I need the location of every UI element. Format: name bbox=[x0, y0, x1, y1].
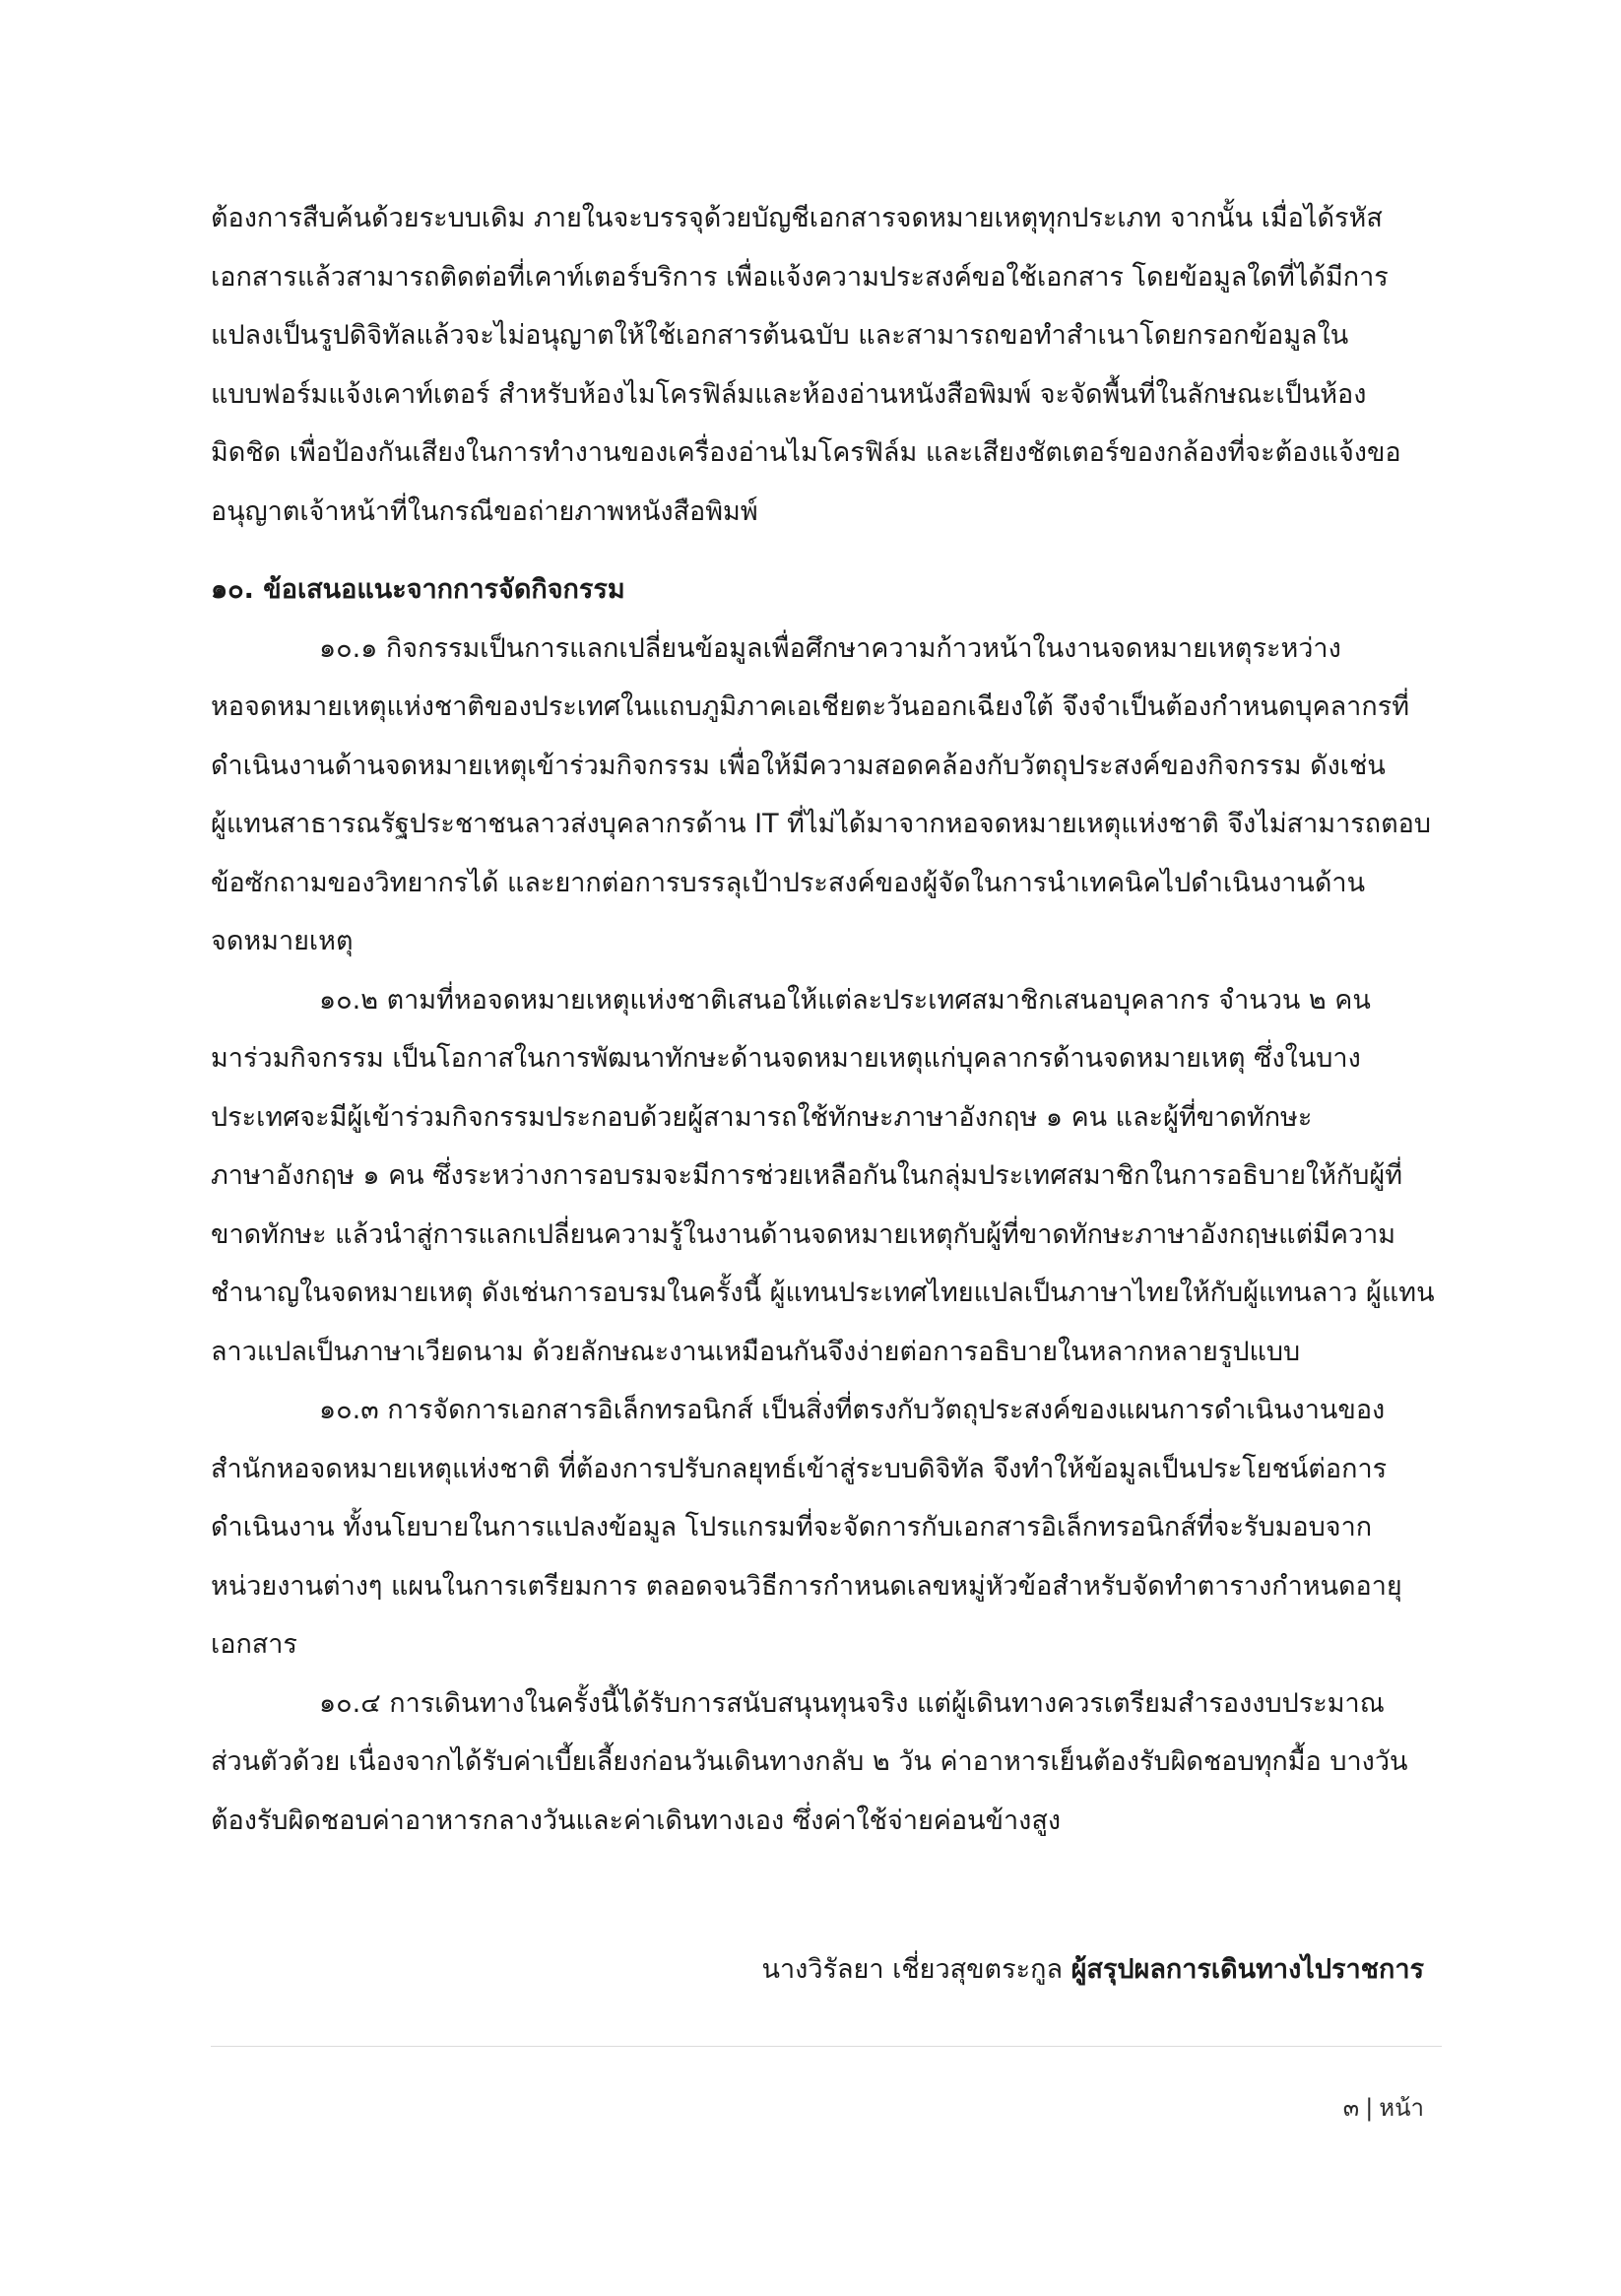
text-line: อนุญาตเจ้าหน้าที่ในกรณีขอถ่ายภาพหนังสือพิมพ์ bbox=[211, 495, 758, 527]
text-line: หน่วยงานต่างๆ แผนในการเตรียมการ ตลอดจนวิธีการกำหนดเลขหมู่หัวข้อสำหรับจัดทำตารางกำหนดอายุ bbox=[211, 1570, 1402, 1602]
text-line: ต้องรับผิดชอบค่าอาหารกลางวันและค่าเดินทางเอง ซึ่งค่าใช้จ่ายค่อนข้างสูง bbox=[211, 1804, 1062, 1836]
text-line: ต้องการสืบค้นด้วยระบบเดิม ภายในจะบรรจุด้วยบัญชีเอกสารจดหมายเหตุทุกประเภท จากนั้น เมื่อได้รหัส bbox=[211, 203, 1383, 233]
text-line: มาร่วมกิจกรรม เป็นโอกาสในการพัฒนาทักษะด้านจดหมายเหตุแก่บุคลากรด้านจดหมายเหตุ ซึ่งในบาง bbox=[211, 1043, 1361, 1074]
section-heading: ๑๐. ข้อเสนอแนะจากการจัดกิจกรรม bbox=[211, 574, 625, 605]
text-line: จดหมายเหตุ bbox=[211, 926, 354, 956]
text-line: ดำเนินงาน ทั้งนโยบายในการแปลงข้อมูล โปรแกรมที่จะจัดการกับเอกสารอิเล็กทรอนิกส์ที่จะรับมอบจาก bbox=[211, 1512, 1373, 1542]
text-line: ๑๐.๔ การเดินทางในครั้งนี้ได้รับการสนับสนุนทุนจริง แต่ผู้เดินทางควรเตรียมสำรองงบประมาณ bbox=[319, 1687, 1385, 1719]
page-footer bbox=[1343, 2088, 1424, 2127]
text-line: หอจดหมายเหตุแห่งชาติของประเทศในแถบภูมิภาคเอเชียตะวันออกเฉียงใต้ จึงจำเป็นต้องกำหนดบุคลากรที่ bbox=[211, 691, 1409, 722]
text-line: ส่วนตัวด้วย เนื่องจากได้รับค่าเบี้ยเลี้ยงก่อนวันเดินทางกลับ ๒ วัน ค่าอาหารเย็นต้องรับผิดชอบทุกมื้อ บางวัน bbox=[211, 1746, 1408, 1777]
text-line: เอกสารแล้วสามารถติดต่อที่เคาท์เตอร์บริการ เพื่อแจ้งความประสงค์ขอใช้เอกสาร โดยข้อมูลใดที่ได้มีการ bbox=[211, 261, 1389, 293]
text-line: ลาวแปลเป็นภาษาเวียดนาม ด้วยลักษณะงานเหมือนกันจึงง่ายต่อการอธิบายในหลากหลายรูปแบบ bbox=[211, 1336, 1301, 1367]
text-line: สำนักหอจดหมายเหตุแห่งชาติ ที่ต้องการปรับกลยุทธ์เข้าสู่ระบบดิจิทัล จึงทำให้ข้อมูลเป็นประโยชน์ต่อการ bbox=[211, 1453, 1388, 1484]
text-line: ภาษาอังกฤษ ๑ คน ซึ่งระหว่างการอบรมจะมีการช่วยเหลือกันในกลุ่มประเทศสมาชิกในการอธิบายให้กับผู้ที่ bbox=[211, 1160, 1403, 1191]
footer-divider bbox=[211, 2046, 1442, 2047]
text-line: ผู้แทนสาธารณรัฐประชาชนลาวส่งบุคลากรด้าน IT ที่ไม่ได้มาจากหอจดหมายเหตุแห่งชาติ จึงไม่สามารถตอบ bbox=[211, 809, 1431, 839]
text-line: แบบฟอร์มแจ้งเคาท์เตอร์ สำหรับห้องไมโครฟิล์มและห้องอ่านหนังสือพิมพ์ จะจัดพื้นที่ในลักษณะเป็นห้อง bbox=[211, 378, 1367, 410]
page-separator: | bbox=[1365, 2094, 1374, 2122]
intro-paragraph bbox=[211, 189, 1442, 541]
paragraph-10-3 bbox=[211, 1381, 1442, 1674]
text-line: ประเทศจะมีผู้เข้าร่วมกิจกรรมประกอบด้วยผู้สามารถใช้ทักษะภาษาอังกฤษ ๑ คน และผู้ที่ขาดทักษะ bbox=[211, 1101, 1313, 1133]
signature-line bbox=[762, 1947, 1424, 1990]
signer-title: ผู้สรุปผลการเดินทางไปราชการ bbox=[1070, 1954, 1424, 1985]
text-line: เอกสาร bbox=[211, 1629, 297, 1660]
text-line: ๑๐.๒ ตามที่หอจดหมายเหตุแห่งชาติเสนอให้แต่ละประเทศสมาชิกเสนอบุคลากร จำนวน ๒ คน bbox=[319, 984, 1371, 1016]
text-line: ๑๐.๓ การจัดการเอกสารอิเล็กทรอนิกส์ เป็นสิ่งที่ตรงกับวัตถุประสงค์ของแผนการดำเนินงานของ bbox=[319, 1395, 1386, 1425]
spacer bbox=[211, 541, 1442, 560]
paragraph-10-2 bbox=[211, 971, 1442, 1382]
paragraph-10-4 bbox=[211, 1674, 1442, 1851]
signer-name: นางวิรัลยา เชี่ยวสุขตระกูล bbox=[761, 1954, 1063, 1985]
paragraph-10-1 bbox=[211, 620, 1442, 971]
text-line: ข้อซักถามของวิทยากรได้ และยากต่อการบรรลุเป้าประสงค์ของผู้จัดในการนำเทคนิคไปดำเนินงานด้าน bbox=[211, 867, 1366, 898]
document-body bbox=[211, 189, 1442, 1850]
text-line: ดำเนินงานด้านจดหมายเหตุเข้าร่วมกิจกรรม เพื่อให้มีความสอดคล้องกับวัตถุประสงค์ของกิจกรรม ดังเช่น bbox=[211, 750, 1386, 781]
text-line: ชำนาญในจดหมายเหตุ ดังเช่นการอบรมในครั้งนี้ ผู้แทนประเทศไทยแปลเป็นภาษาไทยให้กับผู้แทนลาว ผู้แทน bbox=[211, 1278, 1435, 1308]
text-line: ๑๐.๑ กิจกรรมเป็นการแลกเปลี่ยนข้อมูลเพื่อศึกษาความก้าวหน้าในงานจดหมายเหตุระหว่าง bbox=[319, 632, 1341, 664]
text-line: มิดชิด เพื่อป้องกันเสียงในการทำงานของเครื่องอ่านไมโครฟิล์ม และเสียงชัตเตอร์ของกล้องที่จะต้องแจ้งขอ bbox=[211, 437, 1401, 468]
page-number: ๓ bbox=[1342, 2094, 1360, 2122]
text-line: แปลงเป็นรูปดิจิทัลแล้วจะไม่อนุญาตให้ใช้เอกสารต้นฉบับ และสามารถขอทำสำเนาโดยกรอกข้อมูลใน bbox=[211, 320, 1349, 351]
text-line: ขาดทักษะ แล้วนำสู่การแลกเปลี่ยนความรู้ในงานด้านจดหมายเหตุกับผู้ที่ขาดทักษะภาษาอังกฤษแต่มีความ bbox=[211, 1218, 1396, 1250]
page-label: หน้า bbox=[1379, 2094, 1424, 2122]
